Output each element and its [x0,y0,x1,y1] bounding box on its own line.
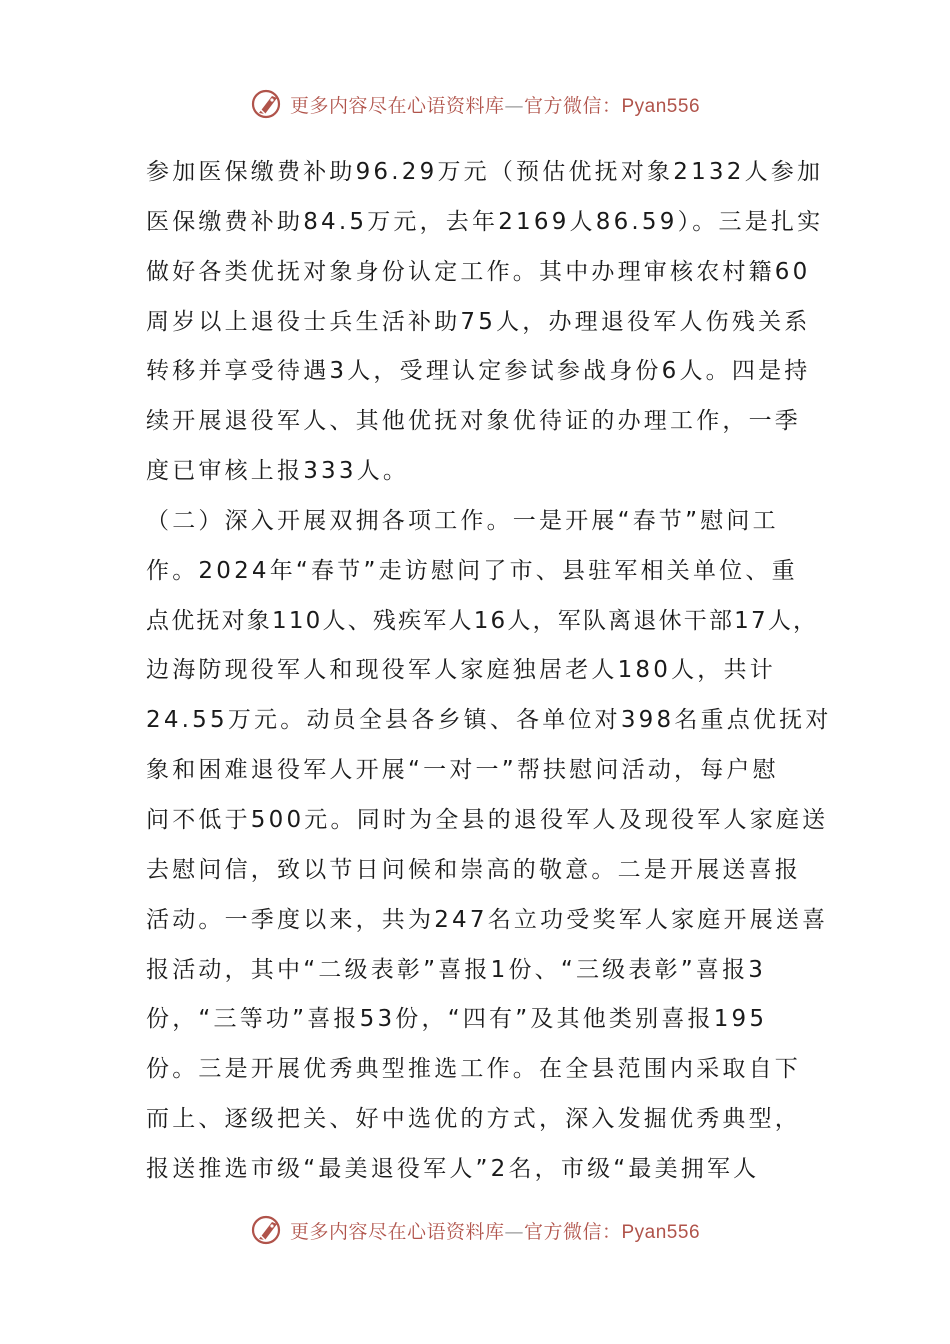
footer-watermark [0,1210,950,1250]
text-line: 份，“三等功”喜报53份，“四有”及其他类别喜报195 [146,1006,768,1033]
text-line: 而上、逐级把关、好中选优的方式，深入发掘优秀典型， [146,1106,801,1133]
text-line: 象和困难退役军人开展“一对一”帮扶慰问活动，每户慰 [146,757,779,784]
watermark-text [290,91,700,118]
text-line: 份。三是开展优秀典型推选工作。在全县范围内采取自下 [146,1056,801,1083]
watermark-text [290,1217,700,1244]
text-line: 报活动，其中“二级表彰”喜报1份、“三级表彰”喜报3 [146,956,767,983]
text-line: 周岁以上退役士兵生活补助75人，办理退役军人伤残关系 [146,308,811,335]
text-line: 活动。一季度以来，共为247名立功受奖军人家庭开展送喜 [146,906,829,933]
watermark-wechat-id: Pyan556 [621,1221,701,1243]
text-line: 作。2024年“春节”走访慰问了市、县驻军相关单位、重 [146,557,798,584]
header-watermark [0,84,950,124]
text-line: 做好各类优抚对象身份认定工作。其中办理审核农村籍60 [146,258,811,285]
text-line: 参加医保缴费补助96.29万元（预估优抚对象2132人参加 [146,159,824,185]
watermark-main: 更多内容尽在心语资料库 [289,94,505,117]
watermark-wechat-id: Pyan556 [621,95,701,117]
text-line: 边海防现役军人和现役军人家庭独居老人180人，共计 [146,657,776,684]
watermark-tail: 官方微信： [523,1220,622,1243]
text-line: 转移并享受待遇3人，受理认定参试参战身份6人。四是持 [146,358,811,385]
watermark-main: 更多内容尽在心语资料库 [289,1220,505,1243]
document-body [146,148,832,1195]
pen-nib-logo-icon [250,1213,284,1247]
text-line: 去慰问信，致以节日问候和崇高的敬意。二是开展送喜报 [146,856,801,883]
text-line: 报送推选市级“最美退役军人”2名，市级“最美拥军人 [146,1155,760,1182]
watermark-dash: — [504,94,524,117]
text-line: 点优抚对象110人、残疾军人16人，军队离退休干部17人， [146,607,819,634]
text-line: 续开展退役军人、其他优抚对象优待证的办理工作，一季 [146,408,801,435]
text-line: 24.55万元。动员全县各乡镇、各单位对398名重点优抚对 [146,707,832,734]
section-heading-line: （二）深入开展双拥各项工作。一是开展“春节”慰问工 [146,507,779,534]
watermark-dash: — [504,1220,524,1243]
pen-nib-logo-icon [250,87,284,121]
text-line: 医保缴费补助84.5万元，去年2169人86.59）。三是扎实 [146,208,824,235]
text-line: 问不低于500元。同时为全县的退役军人及现役军人家庭送 [146,806,829,833]
text-line: 度已审核上报333人。 [146,458,410,485]
watermark-tail: 官方微信： [523,94,622,117]
